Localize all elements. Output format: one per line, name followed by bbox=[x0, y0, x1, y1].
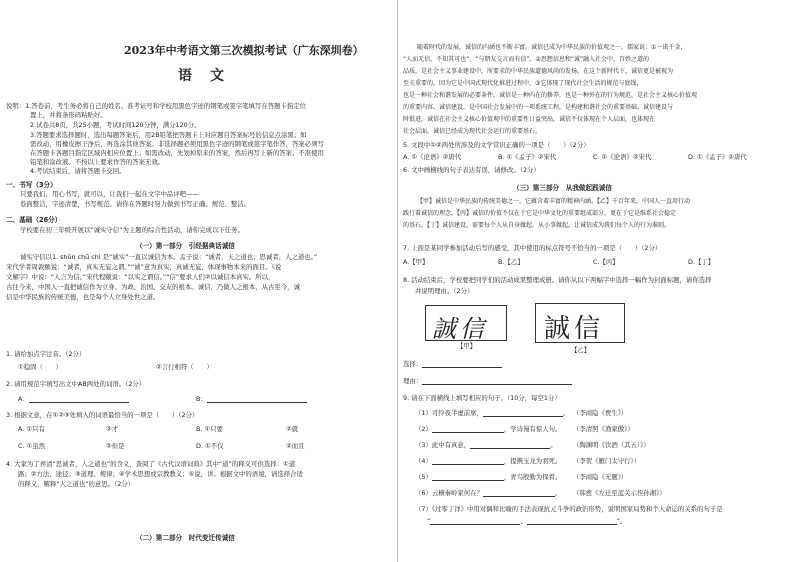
q9-item-7: （7）《过零丁洋》中用对偶和比喻的手法表现抗元斗争的政治形势，说明国家局势和个人命运的关系的句子是 bbox=[415, 505, 723, 513]
instruction-line: 置上，并将条形码粘贴好。 bbox=[30, 111, 107, 119]
answer-blank[interactable] bbox=[527, 517, 617, 525]
passage3-line: 的基石。【丁】诚信建设，需要每个人从自身做起，从小事做起，让诚信成为我们每个人的行为准则。 bbox=[403, 222, 671, 229]
q3-option[interactable]: B. ①只要 bbox=[196, 425, 223, 433]
question-2: 2. 请用规范字填写出文中AB两处的词语。（2分） bbox=[6, 380, 146, 388]
instruction-line: 2.试卷共8页，共25小题，考试时间120分钟，满分120分。 bbox=[30, 121, 201, 129]
passage-line: 诚实守信以1. shǔn chū chì 是“诚实”一直以诚信为本。孟子说：“诚者，天之道也；思诚者，人之道也。” bbox=[20, 253, 318, 261]
blank-label: A： bbox=[18, 395, 29, 403]
q9-item bbox=[415, 409, 569, 417]
q5-option[interactable]: C. ①《论语》②宋代 bbox=[593, 153, 652, 161]
calligraphy-label-a: 【甲】 bbox=[457, 342, 477, 350]
left-column bbox=[6, 0, 389, 562]
part2-intro: 学校要在初三年级开展以“诚实守信”为主题的综合性活动，请你完成以下任务。 bbox=[20, 226, 244, 234]
passage2-line: 品质，是社会主义事业建设中，所要求的中华民族道德风尚的发扬。在这个新时代下，诚信更是被视为 bbox=[403, 68, 674, 75]
question-7: 7. 上面是某同学参加活动后写的感受，其中使用的标点符号不恰当的一项是（ ）（2分） bbox=[403, 244, 662, 252]
blank-label: B： bbox=[196, 395, 207, 403]
answer-blank[interactable] bbox=[432, 473, 504, 481]
q9-item bbox=[415, 457, 561, 465]
question-3: 3. 根据文意，在①②③处填入的词语最恰当的一项是（ ）（2分） bbox=[6, 411, 199, 419]
passage2-line: 的重要内容。诚信建设，是中国社会发展中的一项系统工程，是构建和谐社会的重要基础。诚信建设与 bbox=[403, 104, 674, 111]
passage3-line: 【甲】诚信是中华民族的传统美德之一，它蕴含着丰富的精神内涵。【乙】千百年来，中国人一直用行动 bbox=[417, 198, 691, 205]
q9-prompt: ，学诗谩有惊人句。 bbox=[503, 425, 562, 433]
instruction-line: 4.考试结束后，请将答题卡交回。 bbox=[30, 167, 126, 175]
q9-prompt: 。 bbox=[562, 409, 570, 417]
q9-prompt: （4） bbox=[415, 457, 432, 465]
part1-line: 卷面整洁，字迹清楚，书写规范。请你在答题时努力做到书写正确、规范、整洁。 bbox=[20, 200, 251, 208]
part1-line: 只要我们，用心书写，就可以，让我们一起在文字中品评吧—— bbox=[20, 190, 199, 198]
q9-source: （李清照《渔家傲》） bbox=[573, 425, 634, 433]
instruction-line: 说明：1.答卷前，考生务必将自己的姓名、准考证号和学校用黑色字迹的钢笔或签字笔填写在答题卡指定位 bbox=[6, 102, 307, 110]
q3-option[interactable]: A. ①只有 bbox=[18, 425, 45, 433]
passage-line: 文解字》中说：“人言为信。”宋代程颐说：“以实之谓信。”“信”要求人们②以诚信本真实。所以， bbox=[6, 273, 275, 281]
question-1-option: ②言行相符（ ） bbox=[156, 363, 213, 371]
question-1: 1. 请给加点字注音。（2分） bbox=[6, 350, 86, 358]
calligraphy-a-text: 誠信 bbox=[432, 315, 488, 343]
q9-source: （韩愈《左迁至蓝关示侄孙湘》） bbox=[573, 489, 666, 497]
choose-label: 选择： bbox=[403, 360, 423, 368]
column-divider bbox=[397, 0, 398, 562]
passage2-line: 至关重要的，因为它是中国式现代化推进过程中，③它体现了现代社会生活的规范与底线， bbox=[403, 80, 643, 87]
q3-option[interactable]: D. ①不仅 bbox=[196, 442, 224, 450]
question-4: 4. 大家为了弄清“思诚者，人之道也”的含义，查阅了《古代汉语词典》其中“道”的释义可供选择：①道 bbox=[6, 460, 296, 468]
instruction-line: 需改动，用橡皮擦干净后，再选涂其他答案。非选择题必须用黑色字迹的钢笔或签字笔作答，答案必须写 bbox=[30, 140, 324, 148]
answer-blank[interactable] bbox=[470, 441, 550, 449]
reason-field bbox=[403, 377, 572, 385]
subsection-3-heading: （三）第三部分 从我做起践诚信 bbox=[513, 184, 612, 192]
passage-line: 古往今来，中国人一直把诚信作为立身、为政、治国、交友的根本。诚信，乃做人之根本，从古至今，诚 bbox=[6, 283, 300, 291]
q9-source: （李贺《雁门太守行》） bbox=[573, 457, 641, 465]
q9-prompt: （1）可怜夜半虚前席， bbox=[415, 409, 483, 417]
passage2-line: 随着时代的发展，诚信的内涵也不断丰富。诚信已成为中华民族的价值观之一。儒家说：①一诺千金， bbox=[417, 44, 687, 51]
choose-field bbox=[403, 360, 502, 368]
punct: ， bbox=[520, 517, 527, 525]
passage3-line: 践行着诚信的理念。【丙】诚信的价值不仅在于它是中华文化的重要组成部分，更在于它是维系社会稳定 bbox=[403, 210, 677, 217]
part2-heading: 二、基础（26分） bbox=[6, 216, 62, 224]
question-8: 并说明理由。（2分） bbox=[415, 287, 474, 295]
calligraphy-b-text: 誠信 bbox=[544, 314, 605, 344]
q5-option[interactable]: A. ①《论语》②唐代 bbox=[403, 153, 462, 161]
q9-source: （陶渊明《饮酒（其五）》） bbox=[573, 441, 650, 449]
instruction-line: 铅笔和涂改液。不按以上要求作答的答案无效。 bbox=[30, 158, 165, 166]
calligraphy-sample-a[interactable] bbox=[425, 305, 507, 341]
reason-label: 理由： bbox=[403, 377, 423, 385]
instruction-line: 在答题卡各题目指定区域内相应位置上；如需改动，先划掉原来的答案，然后再写上新的答案；不准使用 bbox=[30, 149, 324, 157]
q7-option[interactable]: D.【丁】 bbox=[688, 258, 715, 266]
q9-item bbox=[415, 473, 561, 481]
question-1-option: ①稳固（ ） bbox=[18, 363, 63, 371]
question-5: 5. 文段中①②两处所涉及的文学常识正确的一项是（ ）（2分） bbox=[403, 141, 590, 149]
answer-blank[interactable] bbox=[29, 395, 129, 403]
q9-prompt: 。 bbox=[554, 489, 562, 497]
passage2-line: “人而无信，不知其可也”。“与朋友交言而有信”。②思想信息和“诚”融入社会中，百姓之道的 bbox=[403, 56, 650, 63]
right-column bbox=[403, 0, 786, 562]
passage-line: 信是中华民族的传统美德，也是每个人立身处世之道。 bbox=[6, 293, 160, 301]
answer-blank[interactable] bbox=[483, 489, 555, 497]
calligraphy-label-b: 【乙】 bbox=[571, 346, 591, 354]
q9-item bbox=[415, 489, 561, 497]
q9-prompt: （2） bbox=[415, 425, 432, 433]
q3-option[interactable]: ②就 bbox=[286, 425, 299, 433]
q9-source: （李商隐《无题》） bbox=[573, 473, 628, 481]
q5-option[interactable]: D. ①《孟子》②唐代 bbox=[688, 153, 747, 161]
question-9: 9. 请在下面横线上填写相应的句子。（10分，每空1分） bbox=[403, 394, 561, 402]
answer-blank[interactable] bbox=[432, 457, 504, 465]
question-2-b bbox=[196, 395, 307, 403]
q7-option[interactable]: A.【甲】 bbox=[403, 258, 429, 266]
question-4: 路；②方法、途径；③道理、规律；④学术思想或宗教教义；⑤说，讲。根据文中的语境，请选择合适 bbox=[18, 470, 303, 478]
question-4: 的释义，解释“人之道也”的意思。（2分） bbox=[18, 480, 135, 488]
question-8: 8. 活动结束后，学校要把同学们的活动成果整理成册。请你从以下两幅字中选择一幅作为封面标题，请你选择 bbox=[403, 276, 712, 284]
subject-title: 语文 bbox=[178, 68, 242, 84]
subsection-1-heading: （一）第一部分 引经据典话诚信 bbox=[136, 242, 235, 250]
passage2-line: 也是一种社会和谐发展的必要条件。诚信是一种内在的修养，也是一种外在的行为规范，是社会主义核心价值观 bbox=[403, 92, 698, 99]
q3-option[interactable]: ②但是 bbox=[106, 442, 125, 450]
answer-blank[interactable] bbox=[207, 395, 307, 403]
q5-option[interactable]: B. ①《孟子》②宋代 bbox=[498, 153, 557, 161]
instruction-line: 3.答题要求选择题时，选出每题答案后，用2B铅笔把答题卡上对应题目答案标号的信息点涂黑；如 bbox=[30, 131, 307, 139]
q9-prompt: ，青鸟殷勤为探看。 bbox=[503, 473, 562, 481]
q9-item-7-answer bbox=[427, 517, 626, 525]
exam-title: 2023年中考语文第三次模拟考试（广东深圳卷） bbox=[124, 44, 364, 57]
q9-prompt: （6）云横秦岭家何在？ bbox=[415, 489, 483, 497]
passage2-line: 时俱进，诚信在社会主义核心价值观中的重要性日益突出，诚信不仅体现在个人层面，也体现在 bbox=[403, 116, 656, 123]
passage-line: 宋代学者周敦颐说：“诚者，真实无妄之谓。”“诚”意为真实，真诚无妄，体现事物本来的面目。《说 bbox=[6, 263, 282, 271]
answer-blank[interactable] bbox=[483, 409, 563, 417]
q3-option[interactable]: C. ①虽然 bbox=[18, 442, 46, 450]
q9-prompt: （3）此中有真意， bbox=[415, 441, 471, 449]
passage2-line: 社会层面，诚信已经成为现代社会运行的重要基石。 bbox=[403, 128, 542, 135]
q3-option[interactable]: ②才 bbox=[106, 425, 119, 433]
q9-item bbox=[415, 441, 557, 449]
answer-blank[interactable] bbox=[430, 517, 520, 525]
q9-item bbox=[415, 425, 561, 433]
subsection-2-heading: （二）第二部分 时代变迁传诚信 bbox=[136, 534, 235, 542]
quote-mark: “ bbox=[427, 517, 431, 525]
calligraphy-sample-b[interactable] bbox=[535, 303, 625, 343]
q7-option[interactable]: B.【乙】 bbox=[498, 258, 524, 266]
q3-option[interactable]: ②而且 bbox=[286, 442, 305, 450]
answer-blank[interactable] bbox=[432, 425, 504, 433]
question-6: 6. 文中画横线的句子表达有误，请修改。（2分） bbox=[403, 166, 540, 174]
q9-prompt: （5） bbox=[415, 473, 432, 481]
question-2-a bbox=[18, 395, 129, 403]
part1-heading: 一、书写（3分） bbox=[6, 181, 57, 189]
q9-prompt: 。 bbox=[550, 441, 557, 449]
quote-mark: ”。 bbox=[616, 517, 627, 525]
q9-source: （李商隐《贾生》） bbox=[573, 409, 628, 417]
reason-blank[interactable] bbox=[422, 377, 572, 385]
choose-blank[interactable] bbox=[422, 360, 502, 368]
q7-option[interactable]: C.【丙】 bbox=[593, 258, 619, 266]
q9-prompt: ，提携玉龙为君死。 bbox=[503, 457, 562, 465]
